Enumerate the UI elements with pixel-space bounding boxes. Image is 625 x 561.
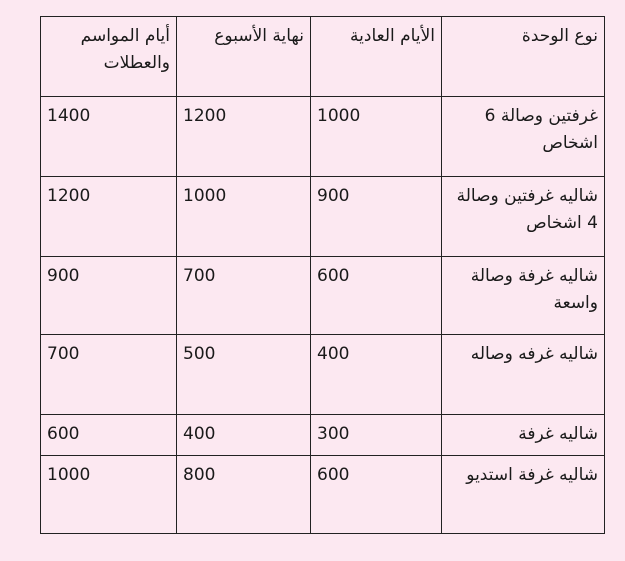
table-row — [41, 97, 605, 177]
cell-weekdays-price: 300 — [311, 415, 442, 456]
cell-seasons-price: 700 — [41, 335, 177, 415]
cell-weekend-price: 1200 — [177, 97, 311, 177]
cell-weekdays-price: 400 — [311, 335, 442, 415]
cell-unit-type: غرفتين وصالة 6 اشخاص — [442, 97, 605, 177]
header-seasons: أيام المواسم والعطلات — [41, 17, 177, 97]
cell-weekend-price: 800 — [177, 456, 311, 534]
table-row — [41, 257, 605, 335]
cell-weekend-price: 700 — [177, 257, 311, 335]
cell-weekdays-price: 600 — [311, 456, 442, 534]
header-weekend: نهاية الأسبوع — [177, 17, 311, 97]
cell-weekend-price: 500 — [177, 335, 311, 415]
cell-seasons-price: 900 — [41, 257, 177, 335]
cell-seasons-price: 600 — [41, 415, 177, 456]
cell-weekdays-price: 1000 — [311, 97, 442, 177]
cell-unit-type: شاليه غرفه وصاله — [442, 335, 605, 415]
cell-unit-type: شاليه غرفة — [442, 415, 605, 456]
header-weekdays: الأيام العادية — [311, 17, 442, 97]
table-row — [41, 335, 605, 415]
table-row — [41, 415, 605, 456]
table-header-row — [41, 17, 605, 97]
cell-seasons-price: 1000 — [41, 456, 177, 534]
cell-unit-type: شاليه غرفتين وصالة 4 اشخاص — [442, 177, 605, 257]
cell-weekend-price: 400 — [177, 415, 311, 456]
cell-weekend-price: 1000 — [177, 177, 311, 257]
cell-unit-type: شاليه غرفة وصالة واسعة — [442, 257, 605, 335]
table-row — [41, 456, 605, 534]
cell-weekdays-price: 900 — [311, 177, 442, 257]
cell-unit-type: شاليه غرفة استديو — [442, 456, 605, 534]
cell-seasons-price: 1200 — [41, 177, 177, 257]
cell-seasons-price: 1400 — [41, 97, 177, 177]
header-unit-type: نوع الوحدة — [442, 17, 605, 97]
table-row — [41, 177, 605, 257]
price-table — [40, 16, 605, 534]
cell-weekdays-price: 600 — [311, 257, 442, 335]
